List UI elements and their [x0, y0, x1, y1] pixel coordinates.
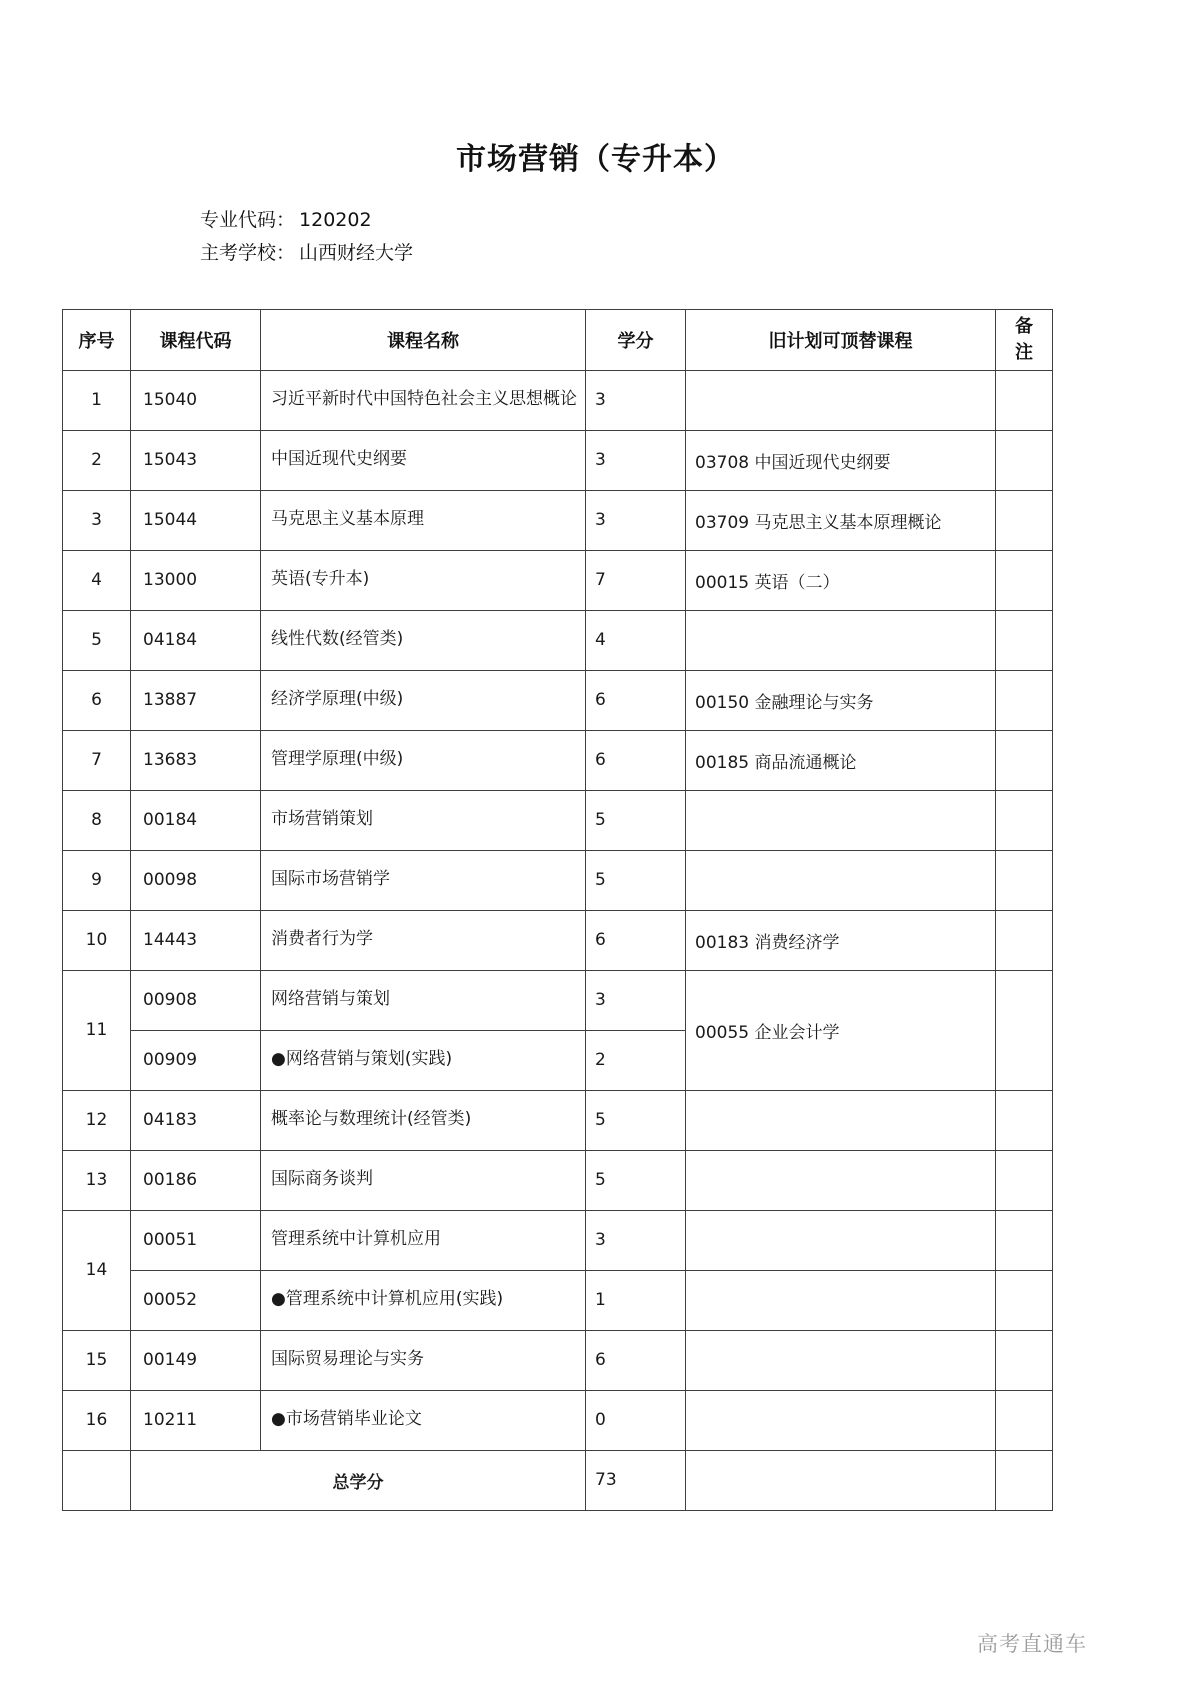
cell-seq: 15: [63, 1330, 131, 1390]
cell-course-name: 网络营销与策划: [261, 970, 586, 1030]
table-row: [63, 370, 1053, 430]
cell-note: [996, 1270, 1053, 1330]
cell-old-course: [686, 1150, 996, 1210]
cell-seq: 3: [63, 490, 131, 550]
cell-course-name: 国际市场营销学: [261, 850, 586, 910]
cell-course-name: ●网络营销与策划(实践): [261, 1030, 586, 1090]
cell-credits: 6: [586, 670, 686, 730]
table-row: [63, 1390, 1053, 1450]
cell-credits: 3: [586, 370, 686, 430]
cell-credits: 5: [586, 1090, 686, 1150]
cell-course-code: 13000: [131, 550, 261, 610]
cell-seq: 16: [63, 1390, 131, 1450]
cell-course-code: 13887: [131, 670, 261, 730]
cell-course-name: 市场营销策划: [261, 790, 586, 850]
cell-seq: 2: [63, 430, 131, 490]
cell-course-code: 04184: [131, 610, 261, 670]
school-label: 主考学校：: [200, 242, 296, 265]
cell-credits: 6: [586, 1330, 686, 1390]
cell-credits: 0: [586, 1390, 686, 1450]
cell-seq: 4: [63, 550, 131, 610]
cell-old-course: 00015 英语（二）: [686, 550, 996, 610]
cell-seq: [63, 1450, 131, 1510]
school-line: [200, 237, 1191, 270]
cell-course-code: 15040: [131, 370, 261, 430]
header-old: 旧计划可顶替课程: [686, 309, 996, 370]
course-table-body: [63, 370, 1053, 1510]
cell-note: [996, 1210, 1053, 1270]
cell-credits: 5: [586, 850, 686, 910]
cell-old-course: 00183 消费经济学: [686, 910, 996, 970]
cell-note: [996, 730, 1053, 790]
school-value: 山西财经大学: [299, 242, 414, 265]
cell-credits: 3: [586, 490, 686, 550]
cell-note: [996, 1450, 1053, 1510]
cell-seq: 5: [63, 610, 131, 670]
header-note: [996, 309, 1053, 370]
header-code: 课程代码: [131, 309, 261, 370]
cell-credits: 3: [586, 1210, 686, 1270]
cell-course-name: 习近平新时代中国特色社会主义思想概论: [261, 370, 586, 430]
cell-old-course: [686, 850, 996, 910]
cell-old-course: [686, 1390, 996, 1450]
cell-course-code: 13683: [131, 730, 261, 790]
cell-course-code: 15044: [131, 490, 261, 550]
cell-old-course: 00150 金融理论与实务: [686, 670, 996, 730]
cell-seq: 12: [63, 1090, 131, 1150]
cell-course-name: ●管理系统中计算机应用(实践): [261, 1270, 586, 1330]
table-row: [63, 670, 1053, 730]
cell-credits: 5: [586, 790, 686, 850]
cell-old-course: 03708 中国近现代史纲要: [686, 430, 996, 490]
cell-old-course: 03709 马克思主义基本原理概论: [686, 490, 996, 550]
cell-course-name: 管理系统中计算机应用: [261, 1210, 586, 1270]
cell-course-code: 15043: [131, 430, 261, 490]
table-row: [63, 970, 1053, 1030]
cell-credits: 1: [586, 1270, 686, 1330]
cell-course-name: 概率论与数理统计(经管类): [261, 1090, 586, 1150]
cell-course-name: 国际商务谈判: [261, 1150, 586, 1210]
watermark: 高考直通车: [977, 1632, 1087, 1656]
cell-course-code: 00149: [131, 1330, 261, 1390]
major-code-line: [200, 204, 1191, 237]
table-row: [63, 1330, 1053, 1390]
cell-seq: 11: [63, 970, 131, 1090]
cell-old-course: [686, 1450, 996, 1510]
cell-course-code: 00909: [131, 1030, 261, 1090]
cell-old-course: [686, 610, 996, 670]
cell-note: [996, 790, 1053, 850]
cell-seq: 1: [63, 370, 131, 430]
cell-seq: 7: [63, 730, 131, 790]
table-row: [63, 430, 1053, 490]
cell-course-code: 00051: [131, 1210, 261, 1270]
cell-course-code: 00184: [131, 790, 261, 850]
cell-old-course: [686, 1330, 996, 1390]
cell-credits: 4: [586, 610, 686, 670]
table-row: [63, 1150, 1053, 1210]
table-row: [63, 1090, 1053, 1150]
cell-credits: 7: [586, 550, 686, 610]
table-row: [63, 610, 1053, 670]
cell-note: [996, 430, 1053, 490]
cell-old-course: 00055 企业会计学: [686, 970, 996, 1090]
cell-course-name: 线性代数(经管类): [261, 610, 586, 670]
cell-course-code: 14443: [131, 910, 261, 970]
cell-course-code: 00908: [131, 970, 261, 1030]
cell-course-name: 英语(专升本): [261, 550, 586, 610]
cell-total-label: 总学分: [131, 1450, 586, 1510]
table-row: [63, 850, 1053, 910]
table-row: [63, 1210, 1053, 1270]
cell-note: [996, 1390, 1053, 1450]
cell-old-course: [686, 1090, 996, 1150]
table-row: [63, 1270, 1053, 1330]
header-name: 课程名称: [261, 309, 586, 370]
major-code-label: 专业代码：: [200, 209, 296, 231]
cell-note: [996, 910, 1053, 970]
cell-course-name: ●市场营销毕业论文: [261, 1390, 586, 1450]
cell-course-code: 10211: [131, 1390, 261, 1450]
cell-old-course: [686, 370, 996, 430]
cell-seq: 6: [63, 670, 131, 730]
cell-credits: 3: [586, 970, 686, 1030]
cell-note: [996, 670, 1053, 730]
major-code-value: 120202: [299, 209, 372, 231]
cell-note: [996, 970, 1053, 1090]
cell-note: [996, 490, 1053, 550]
table-header-row: [63, 309, 1053, 370]
table-row: [63, 490, 1053, 550]
cell-old-course: [686, 1270, 996, 1330]
cell-credits: 6: [586, 910, 686, 970]
cell-seq: 8: [63, 790, 131, 850]
cell-note: [996, 1150, 1053, 1210]
cell-course-name: 经济学原理(中级): [261, 670, 586, 730]
table-row: [63, 790, 1053, 850]
cell-course-name: 马克思主义基本原理: [261, 490, 586, 550]
header-note-text: 备注: [1014, 316, 1033, 363]
cell-seq: 13: [63, 1150, 131, 1210]
page-title: 市场营销（专升本）: [456, 142, 735, 177]
cell-credits: 6: [586, 730, 686, 790]
cell-seq: 10: [63, 910, 131, 970]
cell-credits: 5: [586, 1150, 686, 1210]
cell-course-name: 中国近现代史纲要: [261, 430, 586, 490]
cell-note: [996, 610, 1053, 670]
course-table: [62, 309, 1053, 1511]
cell-course-code: 04183: [131, 1090, 261, 1150]
table-row: [63, 910, 1053, 970]
cell-note: [996, 1090, 1053, 1150]
cell-old-course: 00185 商品流通概论: [686, 730, 996, 790]
cell-course-code: 00098: [131, 850, 261, 910]
cell-course-code: 00186: [131, 1150, 261, 1210]
header-seq: 序号: [63, 309, 131, 370]
table-footer-row: [63, 1450, 1053, 1510]
cell-course-code: 00052: [131, 1270, 261, 1330]
cell-course-name: 国际贸易理论与实务: [261, 1330, 586, 1390]
table-row: [63, 730, 1053, 790]
cell-seq: 14: [63, 1210, 131, 1330]
cell-old-course: [686, 790, 996, 850]
cell-credits: 3: [586, 430, 686, 490]
meta-block: [200, 204, 1191, 271]
header-credits: 学分: [586, 309, 686, 370]
cell-course-name: 消费者行为学: [261, 910, 586, 970]
cell-total-credits: 73: [586, 1450, 686, 1510]
cell-credits: 2: [586, 1030, 686, 1090]
cell-old-course: [686, 1210, 996, 1270]
cell-note: [996, 850, 1053, 910]
cell-note: [996, 370, 1053, 430]
cell-note: [996, 1330, 1053, 1390]
cell-seq: 9: [63, 850, 131, 910]
cell-note: [996, 550, 1053, 610]
table-row: [63, 550, 1053, 610]
cell-course-name: 管理学原理(中级): [261, 730, 586, 790]
